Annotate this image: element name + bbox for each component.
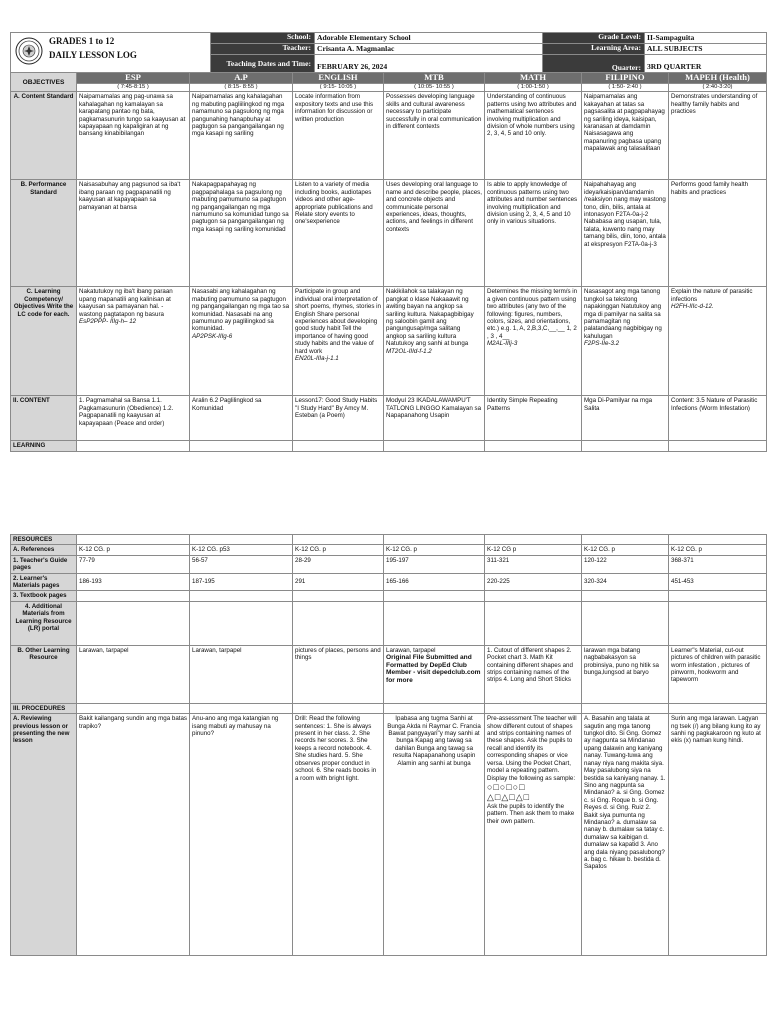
textbook-cell bbox=[293, 591, 384, 601]
reference-esp: K-12 CG. p bbox=[77, 545, 190, 555]
additional-cell bbox=[77, 601, 190, 645]
learning-area-label: Learning Area: bbox=[543, 44, 645, 55]
content-standard-math: Understanding of continuous patterns using two attributes and mathematical sentences involving multiplication and division of whole numbers using 2, 3, 4, 5 and 10 only. bbox=[485, 92, 582, 180]
additional-cell bbox=[293, 601, 384, 645]
other-resource-label: B. Other Learning Resource bbox=[11, 645, 77, 703]
tg-mapeh: 368-371 bbox=[669, 555, 767, 573]
learning-cell bbox=[669, 441, 767, 451]
tg-english: 28-29 bbox=[293, 555, 384, 573]
content-standard-filipino: Naipamamalas ang kakayahan at tatas sa pagsasalita at pagpapahayag ng sariling ideya, kaisipan, karanasan at damdamin Naisasagawa ang mapanuring pagbasa upang mapalawak ang talasalitaan bbox=[582, 92, 669, 180]
reference-english: K-12 CG. p bbox=[293, 545, 384, 555]
content-standard-label: A. Content Standard bbox=[11, 92, 77, 180]
performance-standard-label: B. Performance Standard bbox=[11, 180, 77, 287]
time-mapeh: ( 2:40-3:20) bbox=[669, 84, 767, 92]
resources-table bbox=[10, 534, 767, 956]
other-english: pictures of places, persons and things bbox=[293, 645, 384, 703]
review-mtb: Ipabasa ang tugma Sanhi at Bunga Akda ni Raymar C. Francia Bawat pangyayari"y may sanhi at bunga Kapag ang tawag sa dahilan Bunga ang tawag sa resulta Napapanahong usapin Alamin ang sanhi at bunga bbox=[384, 714, 485, 956]
resources-label: RESOURCES bbox=[11, 535, 77, 545]
textbook-label: 3. Textbook pages bbox=[11, 591, 77, 601]
content-english: Lesson17: Good Study Habits "I Study Hard" By Amcy M. Esteban (a Poem) bbox=[293, 396, 384, 441]
objectives-table bbox=[10, 72, 767, 451]
other-esp: Larawan, tarpapel bbox=[77, 645, 190, 703]
tg-math: 311-321 bbox=[485, 555, 582, 573]
competency-text: Nakatutukoy ng iba't ibang paraan upang mapanatili ang kalinisan at kaayusan sa pamayanan hal. - wastong pagtatapon ng basura bbox=[79, 288, 173, 318]
references-label: A. References bbox=[11, 545, 77, 555]
competency-text: Participate in group and individual oral interpretation of short poems, rhymes, stories in English Share personal experiences about developing good study habit Tell the importance of having good study habits and the value of hard work bbox=[295, 288, 381, 355]
learning-cell bbox=[384, 441, 485, 451]
content-standard-esp: Naipamamalas ang pag-unawa sa kahalagahan ng kamalayan sa karapatang pantao ng bata, pagkamasunurin tungo sa kaayusan at kapayapaan ng kapaligiran at ng bansang kinabibilangan bbox=[77, 92, 190, 180]
review-filipino: A. Basahin ang talata at sagutin ang mga tanong tungkol dito. Si Gng. Gomez ay nagpunta sa Mindanao upang dalawin ang kaniyang nanay. Tuwang-tuwa ang nanay niya nang makita siya. May pasalubong siya na bestida sa kaniyang nanay. 1. Sino ang nagpunta sa Mindanao? a. si Gng. Gomez c. si Gng. Roque b. si Gng. Reyes d. si Gng. Ruiz 2. Bakit siya pumunta ng Mindanao? a. dumalaw sa nanay b. dumalaw sa tatay c. dumalaw sa kaibigan d. dumalaw sa kapatid 3. Ano ang dala niyang pasalubong? a. bag c. hikaw b. bestida d. Sapatos bbox=[582, 714, 669, 956]
title-block bbox=[11, 33, 211, 73]
additional-cell bbox=[485, 601, 582, 645]
lm-mapeh: 451-453 bbox=[669, 573, 767, 591]
lc-code: MT2OL-IIId-f-1.2 bbox=[386, 347, 432, 355]
competency-ap bbox=[190, 287, 293, 396]
lc-code: H2FH-IIIc-d-12. bbox=[671, 303, 714, 311]
competency-mtb bbox=[384, 287, 485, 396]
competency-math bbox=[485, 287, 582, 396]
learning-cell bbox=[293, 441, 384, 451]
subject-math: MATH bbox=[485, 73, 582, 84]
title-grades: GRADES 1 to 12 bbox=[49, 36, 115, 46]
learning-cell bbox=[190, 441, 293, 451]
competency-english bbox=[293, 287, 384, 396]
competency-text: Nakikilahok sa talakayan ng pangkat o klase Nakaaawit ng awiting bayan na angkop sa sariling kultura. Nakapagbibigay ng saloobin gamit ang pangungusap/mga salitang angkop sa sariling kultura Natutukoy ang sanhi at bunga bbox=[386, 288, 474, 348]
lc-code: F2PS-IIe-3.2 bbox=[584, 340, 620, 348]
tg-filipino: 120-122 bbox=[582, 555, 669, 573]
competency-text: Nasasabi ang kahalagahan ng mabuting pamumuno sa pagtugon ng pangangailangan ng mga tao sa komunidad. Nasasabi na ang pamumuno ay paglilingkod sa komunidad. bbox=[192, 288, 290, 333]
subject-filipino: FILIPINO bbox=[582, 73, 669, 84]
lc-code: EN20L-IIIa-j-1.1 bbox=[295, 355, 339, 363]
review-esp: Bakit kailangang sundin ang mga batas trapiko? bbox=[77, 714, 190, 956]
content-esp: 1. Pagmamahal sa Bansa 1.1. Pagkamasunurin (Obedience) 1.2. Pagpapanatili ng kaayusan at kapayapaan (Peace and order) bbox=[77, 396, 190, 441]
reference-math: K-12 CG p bbox=[485, 545, 582, 555]
other-mapeh: Learner"s Material, cut-out pictures of children with parasitic worm infestation , pictures of pinworm, hookworm and tapeworm bbox=[669, 645, 767, 703]
content-filipino: Mga Di-Pamilyar na mga Salita bbox=[582, 396, 669, 441]
learning-cell bbox=[77, 441, 190, 451]
other-math: 1. Cutout of different shapes 2. Pocket chart 3. Math Kit containing different shapes and strips containing names of the strips 4. Long and Short Sticks bbox=[485, 645, 582, 703]
learning-competency-label: C. Learning Competency/ Objectives Write the LC code for each. bbox=[11, 287, 77, 396]
reviewing-label: A. Reviewing previous lesson or presenting the new lesson bbox=[11, 714, 77, 956]
tg-ap: 56-57 bbox=[190, 555, 293, 573]
resources-cell bbox=[293, 535, 384, 545]
time-english: ( 9:15- 10:05 ) bbox=[293, 84, 384, 92]
reference-mapeh: K-12 CG. p bbox=[669, 545, 767, 555]
resources-cell bbox=[190, 535, 293, 545]
procedures-cell bbox=[384, 703, 485, 713]
performance-standard-math: Is able to apply knowledge of continuous patterns using two attributes and number sentences involving multiplication and division using 2, 3, 4, 5 and 10 only in various situations. bbox=[485, 180, 582, 287]
tg-mtb: 195-197 bbox=[384, 555, 485, 573]
learning-label: LEARNING bbox=[11, 441, 77, 451]
procedures-cell bbox=[293, 703, 384, 713]
performance-standard-filipino: Naipahahayag ang ideya/kaisipan/damdamin /reaksiyon nang may wastong tono, diin, bilis, antala at intonasyon F2TA-0a-j-2 Nababasa ang usapan, tula, talata, kuwento nang may tamang bilis, diin, tono, antala at ekspresyon F2TA-0a-j-3 bbox=[582, 180, 669, 287]
additional-cell bbox=[582, 601, 669, 645]
time-ap: ( 8:15- 8:55 ) bbox=[190, 84, 293, 92]
procedures-cell bbox=[485, 703, 582, 713]
other-ap: Larawan, tarpapel bbox=[190, 645, 293, 703]
review-math bbox=[485, 714, 582, 956]
additional-cell bbox=[384, 601, 485, 645]
procedures-label: III. PROCEDURES bbox=[11, 703, 77, 713]
additional-cell bbox=[669, 601, 767, 645]
time-filipino: ( 1:50- 2:40 ) bbox=[582, 84, 669, 92]
competency-filipino bbox=[582, 287, 669, 396]
competency-mapeh bbox=[669, 287, 767, 396]
quarter-label: Quarter: bbox=[543, 55, 645, 73]
competency-text: Determines the missing term/s in a given continuous pattern using two attributes (any two of the following: figures, numbers, colors, sizes, and orientations, etc.) e.g. 1, A, 2,B,3,C,__,__ 1, 2 , 3 , 4__ bbox=[487, 288, 578, 340]
competency-text: Explain the nature of parasitic infections bbox=[671, 288, 753, 303]
math-pattern-instructions: Ask the pupils to identify the pattern. Then ask them to make their own pattern. bbox=[487, 802, 575, 825]
subject-ap: A.P bbox=[190, 73, 293, 84]
textbook-cell bbox=[384, 591, 485, 601]
learning-cell bbox=[485, 441, 582, 451]
additional-cell bbox=[190, 601, 293, 645]
content-standard-mapeh: Demonstrates understanding of healthy family habits and practices bbox=[669, 92, 767, 180]
subject-english: ENGLISH bbox=[293, 73, 384, 84]
lc-code: M2AL-IIIj-3 bbox=[487, 340, 518, 348]
content-standard-ap: Naipamamalas ang kahalagahan ng mabuting pagliilingkod ng mga namamuno sa pagsulong ng mga pangunahing hanapbuhay at pagtugon sa pangangailangan ng mga kasapi ng sariling bbox=[190, 92, 293, 180]
math-shape-pattern-1: ○□○□○□ bbox=[487, 781, 526, 792]
resources-cell bbox=[384, 535, 485, 545]
school-label: School: bbox=[211, 33, 315, 44]
lc-code: EsP2PPP- IIIg-h– 12 bbox=[79, 318, 137, 326]
content-standard-english: Locate information from expository texts and use this information for discussion or written production bbox=[293, 92, 384, 180]
other-mtb bbox=[384, 645, 485, 703]
content-ap: Aralin 6.2 Paglilingkod sa Komunidad bbox=[190, 396, 293, 441]
deped-seal-icon bbox=[15, 37, 43, 65]
lc-code: AP2PSK-IIIg-6 bbox=[192, 332, 233, 340]
teacher-value: Crisanta A. Magmanlac bbox=[315, 44, 543, 55]
performance-standard-ap: Nakapagpapahayag ng pagpapahalaga sa pagsulong ng mabuting pamumuno sa pagtugon ng pangangailangan ng mga namumuno sa komunidad tungo sa pagtugon sa pangangailangan ng mga kasapi ng sariling komunidad bbox=[190, 180, 293, 287]
content-label: II. CONTENT bbox=[11, 396, 77, 441]
procedures-cell bbox=[669, 703, 767, 713]
lm-filipino: 320-324 bbox=[582, 573, 669, 591]
teacher-label: Teacher: bbox=[211, 44, 315, 55]
competency-text: Nasasagot ang mga tanong tungkol sa tekstong napakinggan Natutukoy ang mga di pamilyar na salita sa pamamagitan ng palatandaang nagbibigay ng kahulugan bbox=[584, 288, 662, 340]
reference-mtb: K-12 CG. p bbox=[384, 545, 485, 555]
grade-level-value: II-Sampaguita bbox=[645, 33, 767, 44]
grade-level-label: Grade Level: bbox=[543, 33, 645, 44]
lm-english: 291 bbox=[293, 573, 384, 591]
textbook-cell bbox=[669, 591, 767, 601]
time-math: ( 1:00-1:50 ) bbox=[485, 84, 582, 92]
time-mtb: ( 10:05- 10:55 ) bbox=[384, 84, 485, 92]
reference-ap: K-12 CG. p53 bbox=[190, 545, 293, 555]
resources-cell bbox=[485, 535, 582, 545]
other-resource-text: Larawan, tarpapel bbox=[386, 646, 436, 654]
time-esp: ( 7:45-8:15 ) bbox=[77, 84, 190, 92]
content-standard-mtb: Possesses developing language skills and cultural awareness necessary to participate successfully in oral communication in different contexts bbox=[384, 92, 485, 180]
teachers-guide-label: 1. Teacher's Guide pages bbox=[11, 555, 77, 573]
header-table bbox=[10, 32, 767, 73]
content-math: Identity Simple Repeating Patterns bbox=[485, 396, 582, 441]
objectives-heading: OBJECTIVES bbox=[11, 73, 77, 92]
procedures-cell bbox=[77, 703, 190, 713]
review-mapeh: Surin ang mga larawan. Lagyan ng tsek (/) ang bilang kung ito ay sanhi ng pagkakaroon ng kuto at ekis (x) naman kung hindi. bbox=[669, 714, 767, 956]
content-mtb: Modyul 23 IKADALAWAMPU'T TATLONG LINGGO Kamalayan sa Napapanahong Usapin bbox=[384, 396, 485, 441]
teaching-dates-label: Teaching Dates and Time: bbox=[211, 55, 315, 73]
school-value: Adorable Elementary School bbox=[315, 33, 543, 44]
subject-mapeh: MAPEH (Health) bbox=[669, 73, 767, 84]
performance-standard-esp: Naisasabuhay ang pagsunod sa iba't ibang paraan ng pagpapanatili ng kaayusan at kapayapaan sa pamayanan at bansa bbox=[77, 180, 190, 287]
tg-esp: 77-79 bbox=[77, 555, 190, 573]
other-filipino: larawan mga batang nagbabakasyon sa probinsiya, puno ng hitik sa bunga,lungsod at baryo bbox=[582, 645, 669, 703]
review-english: Drill: Read the following sentences: 1. She is always present in her class. 2. She records her scores. 3. She keeps a record notebook. 4. She studies hard. 5. She observes proper conduct in school. 6. She reads books in a room with bright light. bbox=[293, 714, 384, 956]
lm-esp: 186-193 bbox=[77, 573, 190, 591]
lesson-log-page-2 bbox=[10, 534, 766, 956]
performance-standard-mapeh: Performs good family health habits and practices bbox=[669, 180, 767, 287]
review-ap: Anu-ano ang mga katangian ng isang mabuti ay mahusay na pinuno? bbox=[190, 714, 293, 956]
procedures-cell bbox=[190, 703, 293, 713]
reference-filipino: K-12 CG. p bbox=[582, 545, 669, 555]
textbook-cell bbox=[190, 591, 293, 601]
title-daily-lesson-log: DAILY LESSON LOG bbox=[49, 50, 137, 60]
quarter-value: 3RD QUARTER bbox=[645, 55, 767, 73]
teaching-dates-value: FEBRUARY 26, 2024 bbox=[315, 55, 543, 73]
resources-cell bbox=[669, 535, 767, 545]
subject-mtb: MTB bbox=[384, 73, 485, 84]
math-review-text: Pre-assessment The teacher will show different cutout of shapes and strips containing names of these shapes. Ask the pupils to recall and identify its corresponding shapes or vice versa. Using the Pocket Chart, model a repeating pattern. Display the following as sample: bbox=[487, 715, 577, 782]
learning-cell bbox=[582, 441, 669, 451]
deped-club-note: Original File Submitted and Formatted by DepEd Club Member - visit depedclub.com for more bbox=[386, 654, 481, 685]
textbook-cell bbox=[77, 591, 190, 601]
performance-standard-mtb: Uses developing oral language to name and describe people, places, and concrete objects and communicate personal experiences, ideas, thoughts, actions, and feelings in different contexts bbox=[384, 180, 485, 287]
lm-mtb: 165-166 bbox=[384, 573, 485, 591]
lesson-log-page-1 bbox=[10, 32, 766, 452]
math-shape-pattern-2: △□△□△□ bbox=[487, 792, 531, 803]
performance-standard-english: Listen to a variety of media including books, audiotapes videos and other age-appropriate publications and Relate story events to one'sexperience bbox=[293, 180, 384, 287]
additional-materials-label: 4. Additional Materials from Learning Resource (LR) portal bbox=[11, 601, 77, 645]
resources-cell bbox=[77, 535, 190, 545]
lm-ap: 187-195 bbox=[190, 573, 293, 591]
competency-esp bbox=[77, 287, 190, 396]
learning-area-value: ALL SUBJECTS bbox=[645, 44, 767, 55]
procedures-cell bbox=[582, 703, 669, 713]
textbook-cell bbox=[485, 591, 582, 601]
subject-esp: ESP bbox=[77, 73, 190, 84]
resources-cell bbox=[582, 535, 669, 545]
lm-math: 220-225 bbox=[485, 573, 582, 591]
content-mapeh: Content: 3.5 Nature of Parasitic Infections (Worm Infestation) bbox=[669, 396, 767, 441]
textbook-cell bbox=[582, 591, 669, 601]
learners-materials-label: 2. Learner's Materials pages bbox=[11, 573, 77, 591]
